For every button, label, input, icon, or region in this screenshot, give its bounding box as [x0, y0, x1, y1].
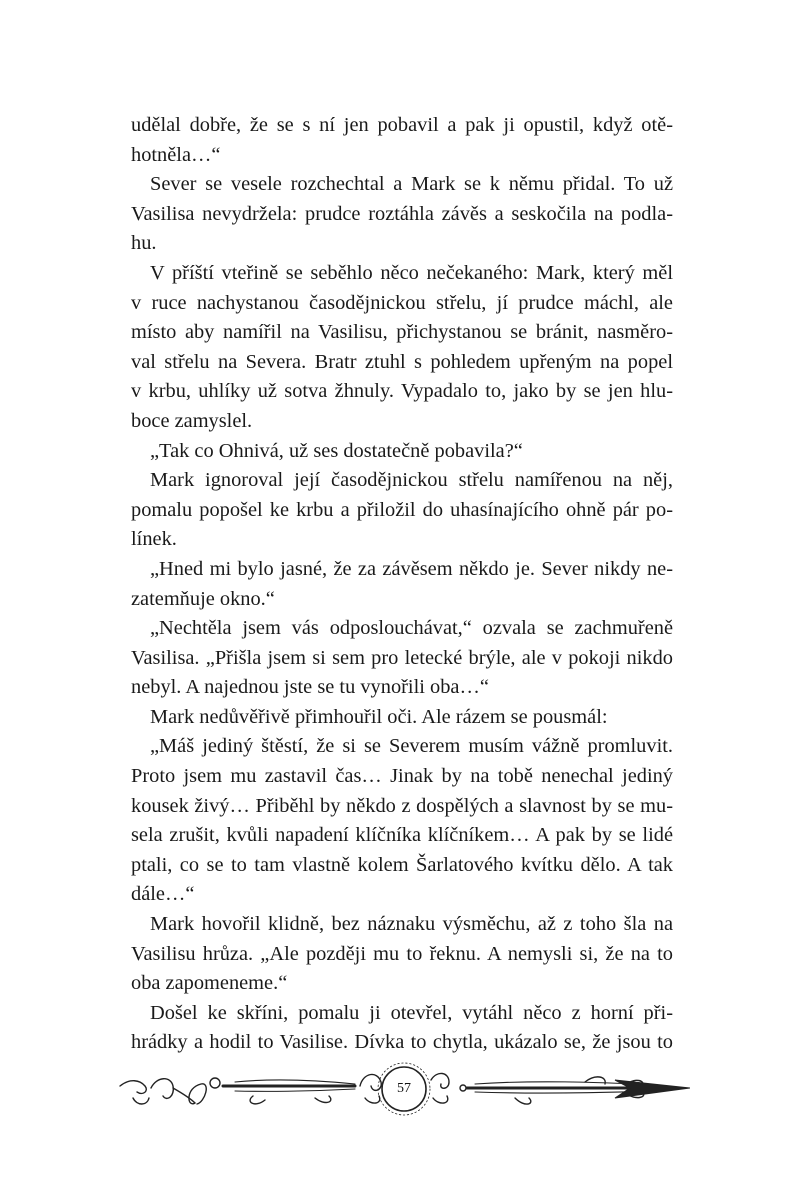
text-line: pomalu popošel ke krbu a přiložil do uhasínajícího ohně pár po-: [131, 498, 673, 521]
text-line: Sever se vesele rozchechtal a Mark se k němu přidal. To už: [150, 173, 673, 196]
text-line: místo aby namířil na Vasilisu, přichystanou se bránit, nasměro-: [131, 321, 673, 344]
text-line: dále…“: [131, 883, 195, 906]
text-line: „Hned mi bylo jasné, že za závěsem někdo je. Sever nikdy ne-: [150, 557, 673, 580]
text-line: Mark nedůvěřivě přimhouřil oči. Ale rázem se pousmál:: [150, 705, 608, 728]
text-line: Došel ke skříni, pomalu ji otevřel, vytáhl něco z horní při-: [150, 1001, 673, 1024]
text-line: Vasilisu hrůza. „Ale později mu to řeknu. A nemysli si, že na to: [131, 942, 673, 965]
text-line: hotněla…“: [131, 143, 221, 166]
text-line: v ruce nachystanou časodějnickou střelu, jí prudce máchl, ale: [131, 291, 673, 314]
text-line: nebyl. A najednou jste se tu vynořili oba…“: [131, 676, 489, 699]
text-line: v krbu, uhlíky už sotva žhnuly. Vypadalo to, jako by se jen hlu-: [131, 380, 673, 403]
text-line: sela zrušit, kvůli napadení klíčníka klíčníkem… A pak by se lidé: [131, 824, 673, 847]
text-line: Mark hovořil klidně, bez náznaku výsměchu, až z toho šla na: [150, 913, 673, 936]
text-line: hu.: [131, 232, 157, 255]
text-line: Mark ignoroval její časodějnickou střelu namířenou na něj,: [150, 469, 673, 492]
page-number: 57: [397, 1081, 411, 1096]
text-line: val střelu na Severa. Bratr ztuhl s pohledem upřeným na popel: [131, 350, 673, 373]
text-line: Vasilisa. „Přišla jsem si sem pro letecké brýle, ale v pokoji nikdo: [131, 646, 673, 669]
text-line: „Tak co Ohnivá, už ses dostatečně pobavila?“: [150, 439, 523, 462]
text-line: Proto jsem mu zastavil čas… Jinak by na tobě nenechal jediný: [131, 765, 673, 788]
text-line: oba zapomeneme.“: [131, 972, 288, 995]
text-line: V příští vteřině se seběhlo něco nečekaného: Mark, který měl: [150, 261, 673, 284]
text-line: zatemňuje okno.“: [131, 587, 275, 610]
text-line: „Nechtěla jsem vás odposlouchávat,“ ozvala se zachmuřeně: [150, 617, 673, 640]
text-line: „Máš jediný štěstí, že si se Severem musím vážně promluvit.: [150, 735, 673, 758]
text-line: Vasilisa nevydržela: prudce roztáhla závěs a seskočila na podla-: [131, 202, 673, 225]
text-line: hrádky a hodil to Vasilise. Dívka to chytla, ukázalo se, že jsou to: [131, 1031, 673, 1054]
text-line: boce zamyslel.: [131, 409, 253, 432]
text-line: kousek živý… Přiběhl by někdo z dospělých a slavnost by se mu-: [131, 794, 673, 817]
body-text: [131, 111, 673, 1058]
text-line: línek.: [131, 528, 177, 551]
text-line: udělal dobře, že se s ní jen pobavil a pak ji opustil, když otě-: [131, 114, 673, 136]
text-line: ptali, co se to tam vlastně kolem Šarlatového kvítku dělo. A tak: [131, 853, 673, 876]
